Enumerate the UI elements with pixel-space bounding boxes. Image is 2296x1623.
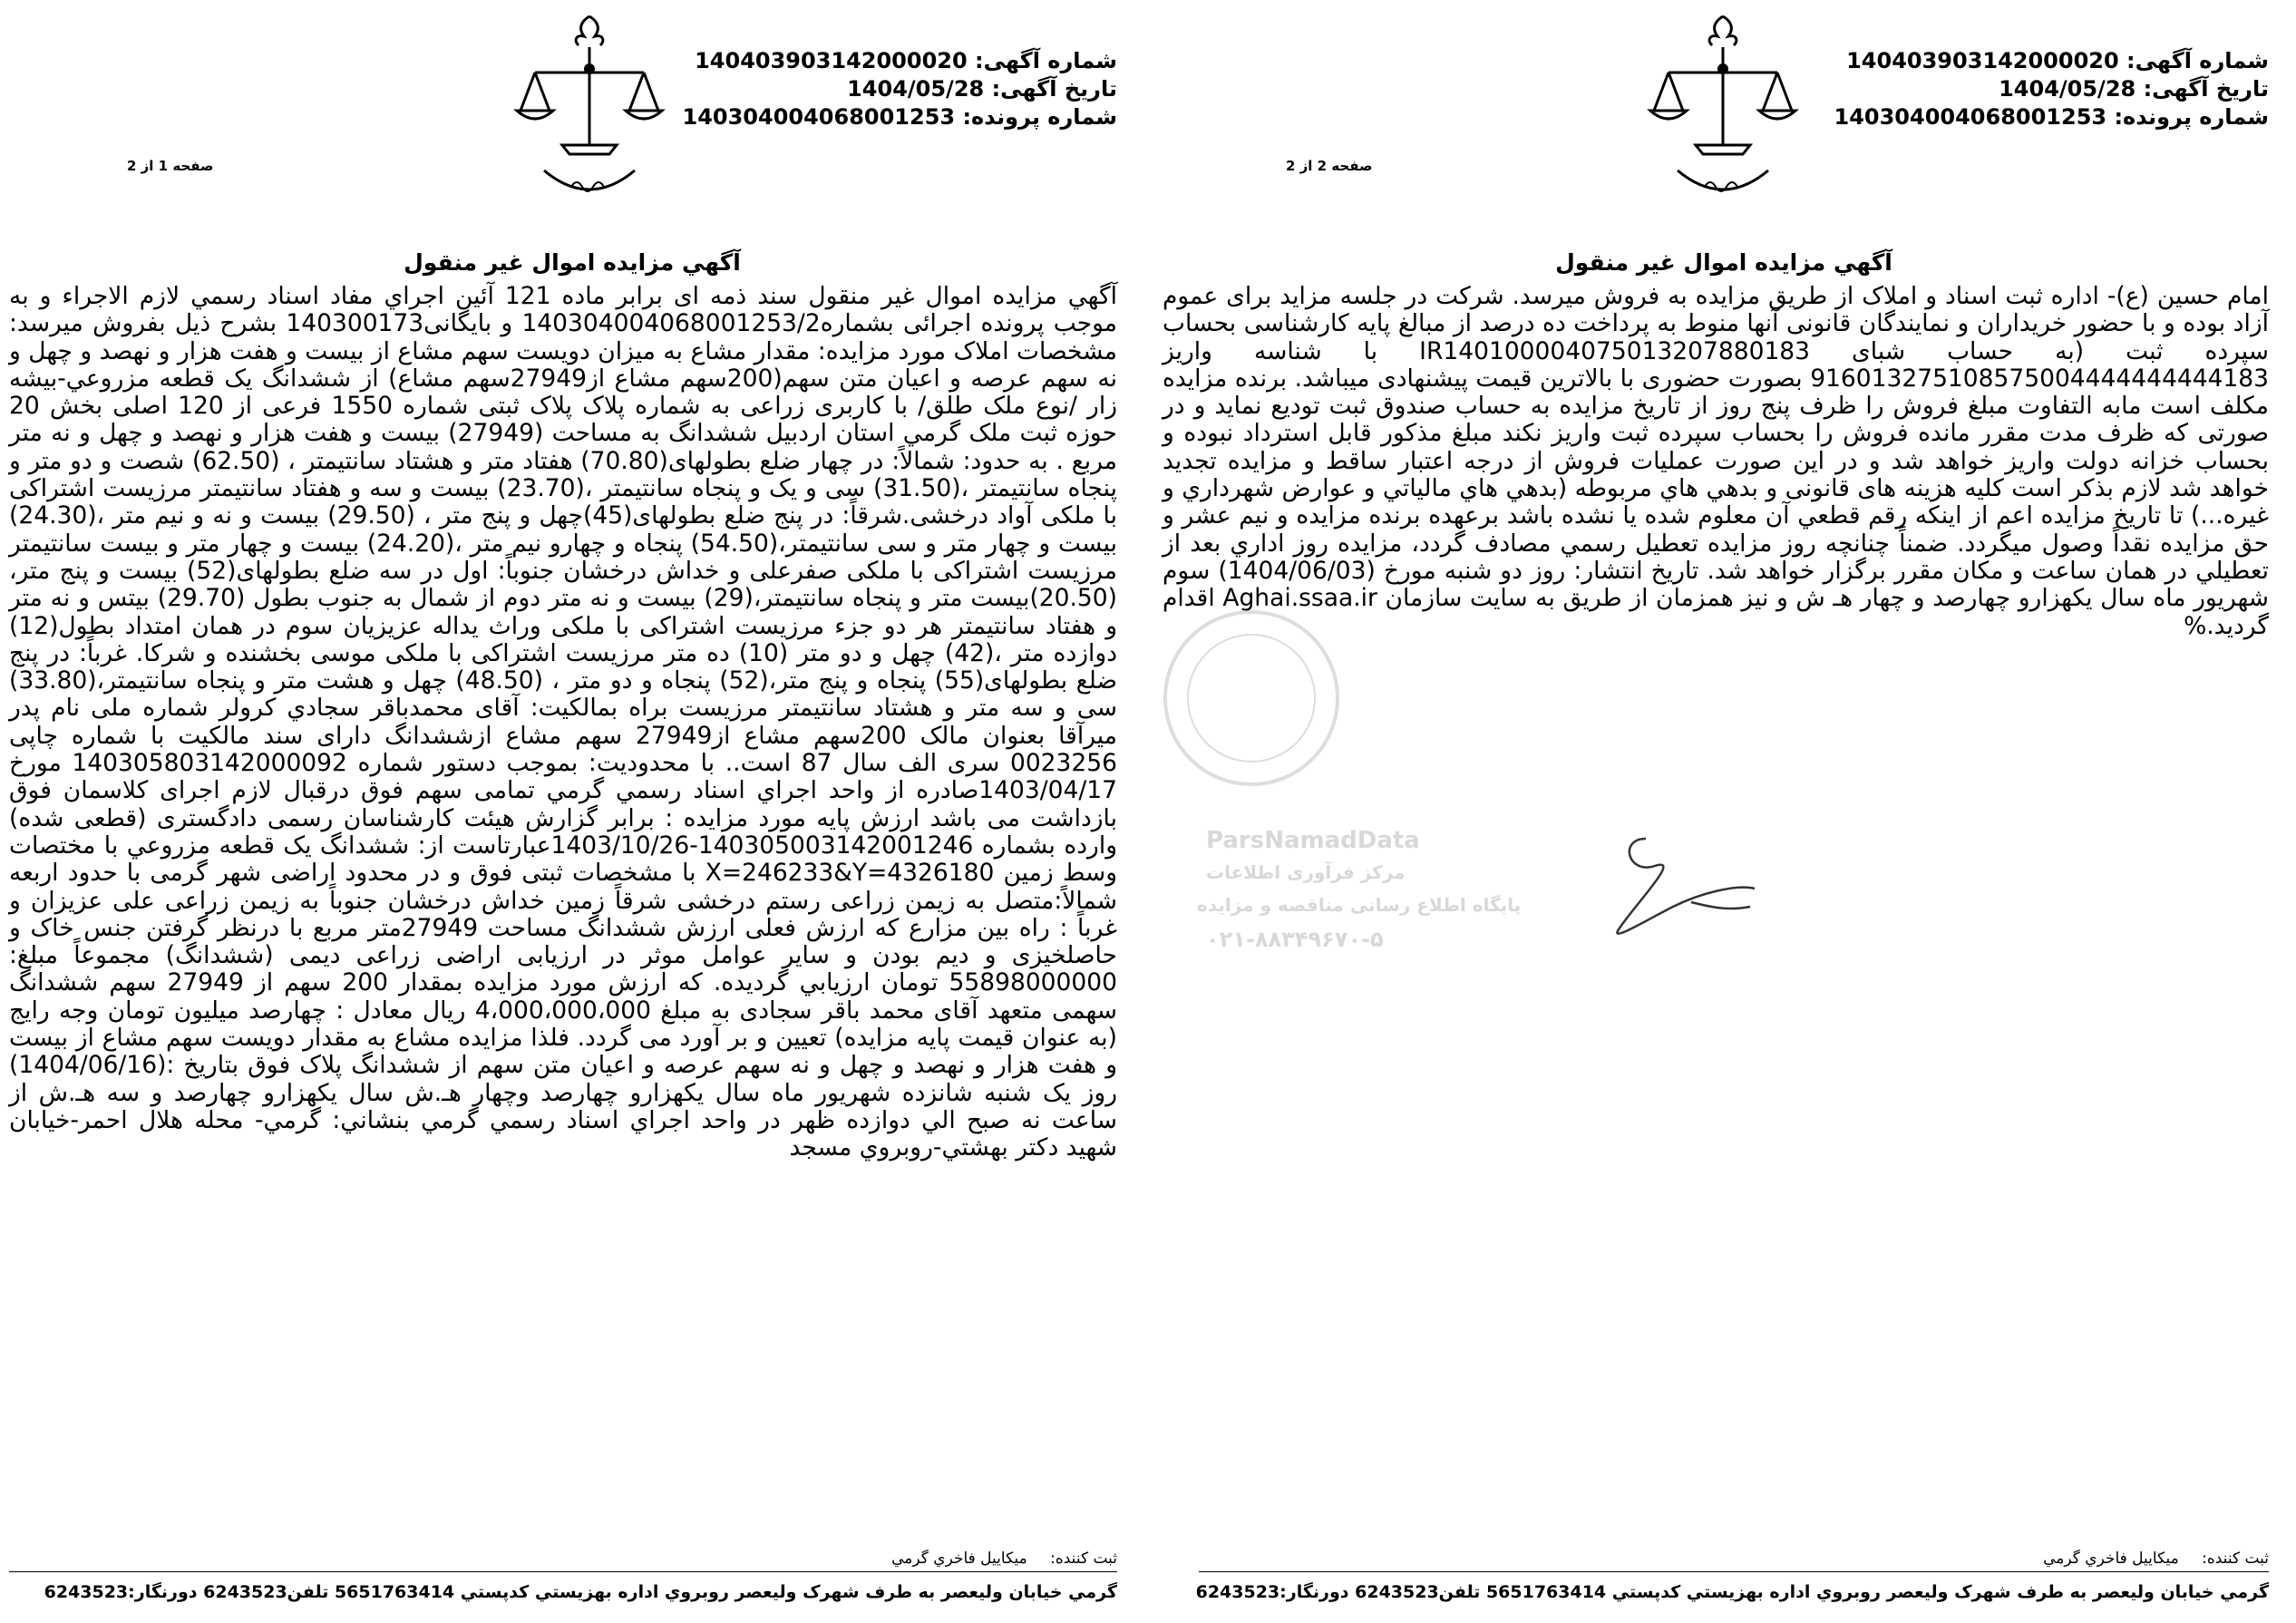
footer-divider	[9, 1571, 1117, 1572]
page-1	[0, 0, 1144, 1623]
notice-header-meta	[683, 47, 1118, 131]
case-number: 140304004068001253	[1834, 104, 2107, 130]
case-number-row	[1834, 103, 2270, 131]
notice-header-meta	[1834, 47, 2270, 131]
signer-row	[2043, 1550, 2269, 1568]
notice-date-label: تاریخ آگهی:	[991, 76, 1117, 102]
signer-name: ميکاييل فاخري گرمي	[2043, 1550, 2179, 1568]
signer-label: ثبت کننده:	[2202, 1550, 2269, 1568]
case-number: 140304004068001253	[682, 104, 956, 130]
notice-date-row	[683, 75, 1118, 103]
notice-number-row	[1834, 47, 2270, 75]
case-number-label: شماره پرونده:	[962, 104, 1117, 130]
judiciary-emblem-icon	[508, 9, 671, 213]
watermark-line1: مرکز فرآوری اطلاعات	[1206, 861, 1406, 883]
page-number: صفحه 1 از 2	[127, 158, 214, 174]
footer-address: گرمي خيابان وليعصر به طرف شهرک وليعصر روبروي اداره بهزيستي کدپستي 5651763414 تلفن6243523 دورنگار:6243523	[44, 1582, 1117, 1602]
footer-divider	[1199, 1571, 2269, 1572]
signature-icon	[1582, 821, 1773, 957]
watermark-line2: پایگاه اطلاع رسانی مناقصه و مزایده	[1197, 894, 1522, 916]
notice-date: 1404/05/28	[1999, 76, 2136, 102]
case-number-row	[683, 103, 1118, 131]
judiciary-emblem-icon	[1641, 9, 1805, 213]
notice-date-label: تاریخ آگهی:	[2143, 76, 2269, 102]
notice-number: 140403903142000020	[695, 48, 968, 73]
signer-row	[891, 1550, 1117, 1568]
watermark-stamp	[1070, 589, 1522, 1006]
notice-body	[1163, 283, 2269, 640]
watermark-site-name: ParsNamadData	[1206, 827, 1420, 854]
notice-title: آگهي مزايده اموال غير منقول	[404, 249, 741, 276]
notice-date-row	[1834, 75, 2270, 103]
case-number-label: شماره پرونده:	[2114, 104, 2269, 130]
notice-date: 1404/05/28	[847, 76, 985, 102]
notice-body	[9, 283, 1117, 1162]
footer-address: گرمي خيابان وليعصر به طرف شهرک وليعصر روبروي اداره بهزيستي کدپستي 5651763414 تلفن6243523 دورنگار:6243523	[1195, 1582, 2269, 1602]
watermark-phone: ۰۲۱-۸۸۳۴۹۶۷۰-۵	[1206, 927, 1384, 952]
notice-title: آگهي مزايده اموال غير منقول	[1555, 249, 1892, 276]
notice-body-paragraph: آگهي مزايده اموال غير منقول سند ذمه ای برابر ماده 121 آئين اجراي مفاد اسناد رسمي لازم الاجراء و به موجب پرونده اجرائی بشماره140304004068001253/2 و بايگانی140300173 بشرح ذيل بفروش ميرسد: مشخصات املاک مورد مزايده: مقدار مشاع به ميزان دويست سهم مشاع از بيست و هفت هزار و نهصد و چهل و نه سهم عرصه و اعيان متن سهم(200سهم مشاع از27949سهم مشاع) از ششدانگ یک قطعه مزروعي-بيشه زار /نوع ملک طلق/ با کاربری زراعی به شماره پلاک پلاک ثبتی شماره 1550 فرعی از 120 اصلی بخش 20 حوزه ثبت ملک گرمي استان اردبيل ششدانگ به مساحت (27949) بيست و هفت هزار و نهصد و چهل و نه متر مربع . به حدود: شمالاً: در چهار ضلع بطولهای(70.80) هفتاد متر و هشتاد سانتيمتر ، (62.50) شصت و دو متر و پنجاه سانتيمتر ،(31.50) سی و یک و پنجاه سانتيمتر ،(23.70) بيست و سه و هفتاد سانتيمتر مرزيست اشتراکی با ملکی آواد درخشی.شرقاً: در پنج ضلع بطولهای(45)چهل و پنج متر ، (29.50) بيست و نه و نيم متر ،(24.30) بيست و چهار متر و سی سانتيمتر،(54.50) پنجاه و چهارو نيم متر ،(24.20) بيست و چهار متر و بيست سانتيمتر مرزيست اشتراکی با ملکی صفرعلی و خداش درخشان جنوباً: اول در سه ضلع بطولهای(52) بيست و پنج متر،(20.50)بيست متر و پنجاه سانتيمتر،(29) بيست و نه متر دوم از شمال به جنوب بطول (29.70) بيتس و نه متر و هفتاد سانتيمتر هر دو جزء مرزيست اشتراکی با ملکی وراث يداله عزيزيان سوم در همان امتداد بطول(12) دوازده متر ،(42) چهل و دو متر (10) ده متر مرزيست اشتراکی با ملکی موسی بخشنده و شرکا. غرباً: در پنج ضلع بطولهای(55) پنجاه و پنج متر،(52) پنجاه و دو متر ، (48.50) چهل و هشت متر و پنجاه سانتيمتر،(33.80) سی و سه متر و هشتاد سانتيمتر مرزيست براه بمالکيت: آقای محمدباقر سجادي کرولر شماره ملی نام پدر ميرآقا بعنوان مالک 200سهم مشاع از27949 سهم مشاع ازششدانگ دارای سند مالکيت با شماره چاپی 0023256 سری الف سال 87 است.. با محدوديت: بموجب دستور شماره 140305803142000092 مورخ 1403/04/17صادره از واحد اجراي اسناد رسمي گرمي تمامی سهم فوق درقبال لازم اجرای کلاسمان فوق بازداشت می باشد ارزش پايه مورد مزايده : برابر گزارش هيئت کارشناسان رسمی دادگستری (قطعی شده) وارده بشماره 140305003142001246-1403/10/26عبارتاست از: ششدانگ یک قطعه مزروعي با مختصات وسط زمين X=246233&Y=4326180 با مشخصات ثبتی فوق و در محدود اراضی شهر گرمی با حدود اربعه شمالاً:متصل به زيمن زراعی رستم درخشی شرقاً زمين خداش درخشان جنوباً به زيمن زراعی علی عزيزان و غرباً : راه بين مزارع که ارزش فعلی ارزش ششدانگ مساحت 27949متر مربع با درنظر گرفتن جنس خاک و حاصلخيزی و ديم بودن و ساير عوامل موثر در ارزيابی اراضی زراعی ديمی (ششدانگ) مجموعاً مبلغ: 55898000000 تومان ارزيابي گرديده. که ارزش مورد مزايده بمقدار 200 سهم از 27949 سهم ششدانگ سهمی متعهد آقای محمد باقر سجادی به مبلغ 4،000،000،000 ريال معادل : چهارصد ميليون تومان وجه رايج (به عنوان قيمت پايه مزايده) تعيين و بر آورد می گردد. فلذا مزايده مشاع به مقدار دويست سهم مشاع از بيست و هفت هزار و نهصد و چهل و نه سهم عرصه و اعيان متن سهم از ششدانگ پلاک فوق بتاريخ :(1404/06/16) روز يک شنبه شانزده شهريور ماه سال يکهزارو چهارصد وچهار هـ.ش سال يکهزارو چهارصد و سه هـ.ش از ساعت نه صبح الي دوازده ظهر در واحد اجراي اسناد رسمي گرمي بنشاني: گرمي- محله هلال احمر-خيابان شهيد دکتر بهشتي-روبروي مسجد	[9, 282, 1118, 1162]
notice-number: 140403903142000020	[1846, 48, 2119, 73]
notice-body-paragraph: امام حسين (ع)- اداره ثبت اسناد و املاک از طريق مزايده به فروش ميرسد. شرکت در جلسه مزايد برای عموم آزاد بوده و با حضور خريداران و نمايندگان قانونی آنها منوط به پرداخت ده درصد از مبالغ پايه کارشناسی بحساب سپرده ثبت (به حساب شبای IR140100004075013207880183 با شناسه واريز 916013275108575004444444444183 بصورت حضوری با بالاترين قيمت پيشنهادی ميباشد. برنده مزايده مکلف است مابه التفاوت مبلغ فروش را ظرف پنج روز از تاريخ مزايده به حساب صندوق ثبت توديع نمايد و در صورتی که ظرف مدت مقرر مانده فروش را بحساب سپرده ثبت واريز نکند مبلغ مذکور قابل استرداد نبوده و بحساب خزانه دولت واريز خواهد شد و در اين صورت عمليات فروش از درجه اعتبار ساقط و مزايده تجديد خواهد شد لازم بذکر است کليه هزينه های قانونی و بدهي هاي مربوطه (بدهي هاي مالياتي و عوارض شهرداري و غيره...) تا تاريخ مزايده اعم از اينکه رقم قطعي آن معلوم شده يا نشده باشد برعهده برنده مزايده و نيم عشر و حق مزايده نقداً وصول ميگردد. ضمناً چنانچه روز مزايده تعطيل رسمي مصادف گردد، مزايده روز اداري بعد از تعطيلي در همان ساعت و مکان مقرر برگزار خواهد شد. تاريخ انتشار: روز دو شنبه مورخ (1404/06/03) سوم شهريور ماه سال يکهزارو چهارصد و چهار هـ ش و نيز همزمان از طريق به سايت سازمان Aghai.ssaa.ir اقدام گرديد.%	[1163, 282, 2270, 640]
notice-number-label: شماره آگهی:	[975, 48, 1117, 73]
notice-number-label: شماره آگهی:	[2126, 48, 2269, 73]
signer-label: ثبت کننده:	[1050, 1550, 1117, 1568]
notice-number-row	[683, 47, 1118, 75]
signer-name: ميکاييل فاخري گرمي	[891, 1550, 1027, 1568]
page-number: صفحه 2 از 2	[1286, 158, 1373, 174]
